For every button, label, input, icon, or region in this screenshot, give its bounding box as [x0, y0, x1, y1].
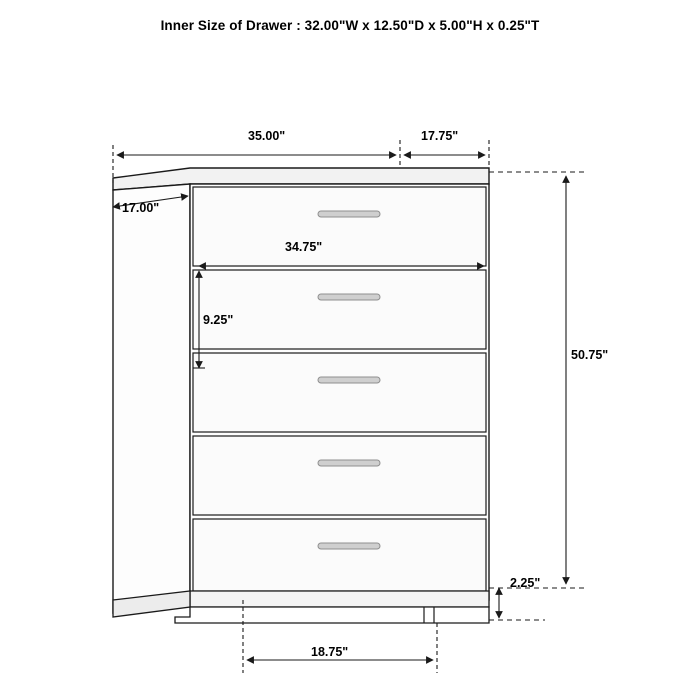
drawer-front-1	[193, 187, 486, 266]
dim-label-foot-span: 18.75"	[311, 645, 349, 659]
drawer-front-2	[193, 270, 486, 349]
chest-left-side	[113, 184, 190, 613]
dim-label-top-width: 35.00"	[248, 129, 286, 143]
drawer-handle-4	[318, 460, 380, 466]
drawer-front-3	[193, 353, 486, 432]
dim-label-base-height: 2.25"	[510, 576, 541, 590]
drawer-front-5	[193, 519, 486, 591]
drawer-handle-3	[318, 377, 380, 383]
drawer-handle-2	[318, 294, 380, 300]
drawer-handle-5	[318, 543, 380, 549]
base-bottom	[175, 607, 489, 623]
dim-label-side-depth: 17.00"	[122, 201, 160, 215]
dim-label-drawer-width: 34.75"	[285, 240, 323, 254]
base-front	[190, 591, 489, 607]
dim-label-top-depth: 17.75"	[421, 129, 459, 143]
dim-label-drawer-height: 9.25"	[203, 313, 234, 327]
page-title: Inner Size of Drawer : 32.00"W x 12.50"D x 5.00"H x 0.25"T	[160, 18, 540, 33]
chest-body	[113, 168, 489, 623]
drawer-handle-1	[318, 211, 380, 217]
drawer-front-4	[193, 436, 486, 515]
dim-label-overall-height: 50.75"	[571, 348, 609, 362]
